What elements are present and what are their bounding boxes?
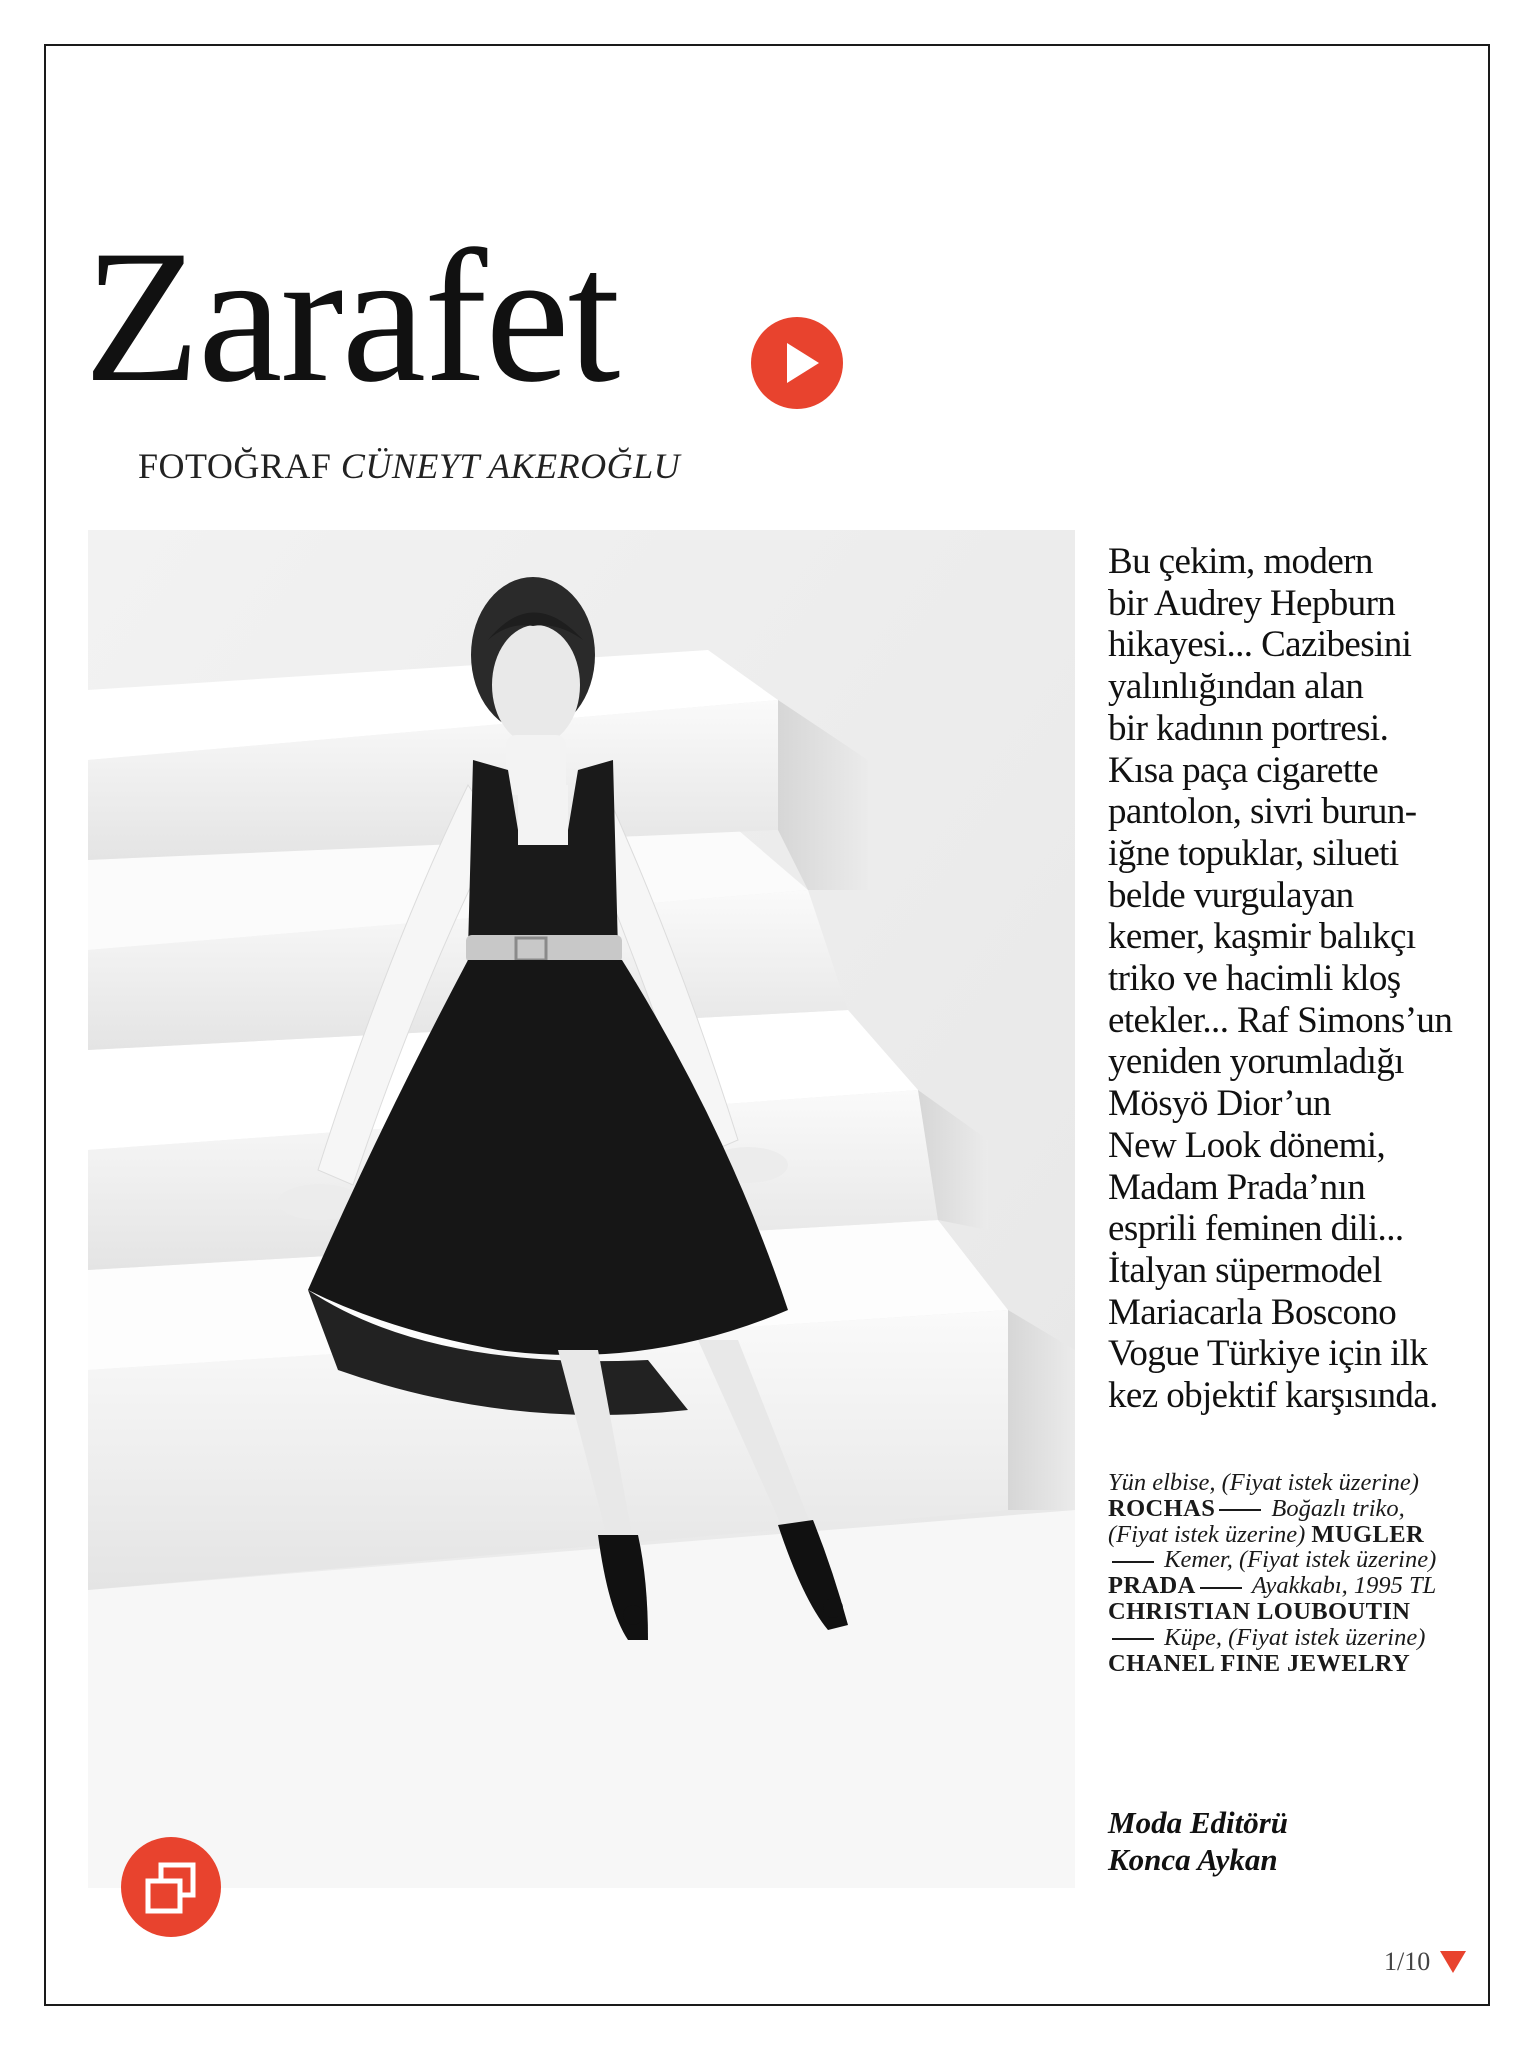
editor-name: Konca Aykan: [1108, 1842, 1278, 1877]
editor-credit: [1108, 1804, 1288, 1878]
credit-brand: MUGLER: [1311, 1520, 1425, 1548]
play-video-button[interactable]: [751, 317, 843, 409]
credit-item: Küpe, (Fiyat istek üzerine): [1164, 1623, 1426, 1651]
gallery-icon: [121, 1837, 221, 1937]
photographer-name: CÜNEYT AKEROĞLU: [340, 446, 681, 486]
editorial-photo: [88, 530, 1075, 1888]
credit-separator: [1200, 1587, 1242, 1589]
credit-separator: [1112, 1561, 1154, 1563]
photographer-credit: [138, 445, 680, 487]
credit-brand: PRADA: [1108, 1572, 1196, 1600]
page-title: Zarafet: [84, 212, 619, 422]
credit-separator: [1112, 1638, 1154, 1640]
credit-separator: [1219, 1509, 1261, 1511]
photo-illustration: [88, 530, 1075, 1888]
credit-item: Kemer, (Fiyat istek üzerine): [1164, 1546, 1437, 1574]
byline-prefix: FOTOĞRAF: [138, 446, 332, 486]
page-number: 1/10: [1384, 1947, 1431, 1976]
credit-brand: CHRISTIAN LOUBOUTIN: [1108, 1597, 1411, 1625]
credit-item: Ayakkabı, 1995 TL: [1251, 1572, 1437, 1600]
credit-item: Yün elbise, (Fiyat istek üzerine): [1108, 1469, 1419, 1496]
fashion-credits: [1108, 1470, 1448, 1676]
article-body: Bu çekim, modern bir Audrey Hepburn hikayesi... Cazibesini yalınlığından alan bir kadının portresi. Kısa paça cigarette pantolon, sivri burun- iğne topuklar, silueti belde vurgulayan kemer, kaşmir balıkçı triko ve hacimli kloş etekler... Raf Simons’un yeniden yorumladığı Mösyö Dior’un New Look dönemi, Madam Prada’nın esprili feminen dili... İtalyan süpermodel Mariacarla Boscono Vogue Türkiye için ilk kez objektif karşısında.: [1108, 541, 1453, 1417]
credit-item: Boğazlı triko, (Fiyat istek üzerine): [1108, 1494, 1405, 1548]
gallery-button[interactable]: [121, 1837, 221, 1937]
pager: [1384, 1944, 1466, 1980]
play-icon: [751, 317, 843, 409]
editor-role: Moda Editörü: [1108, 1805, 1289, 1840]
credit-brand: ROCHAS: [1108, 1494, 1216, 1522]
credit-brand: CHANEL FINE JEWELRY: [1108, 1649, 1411, 1677]
triangle-down-icon[interactable]: [1440, 1951, 1466, 1973]
